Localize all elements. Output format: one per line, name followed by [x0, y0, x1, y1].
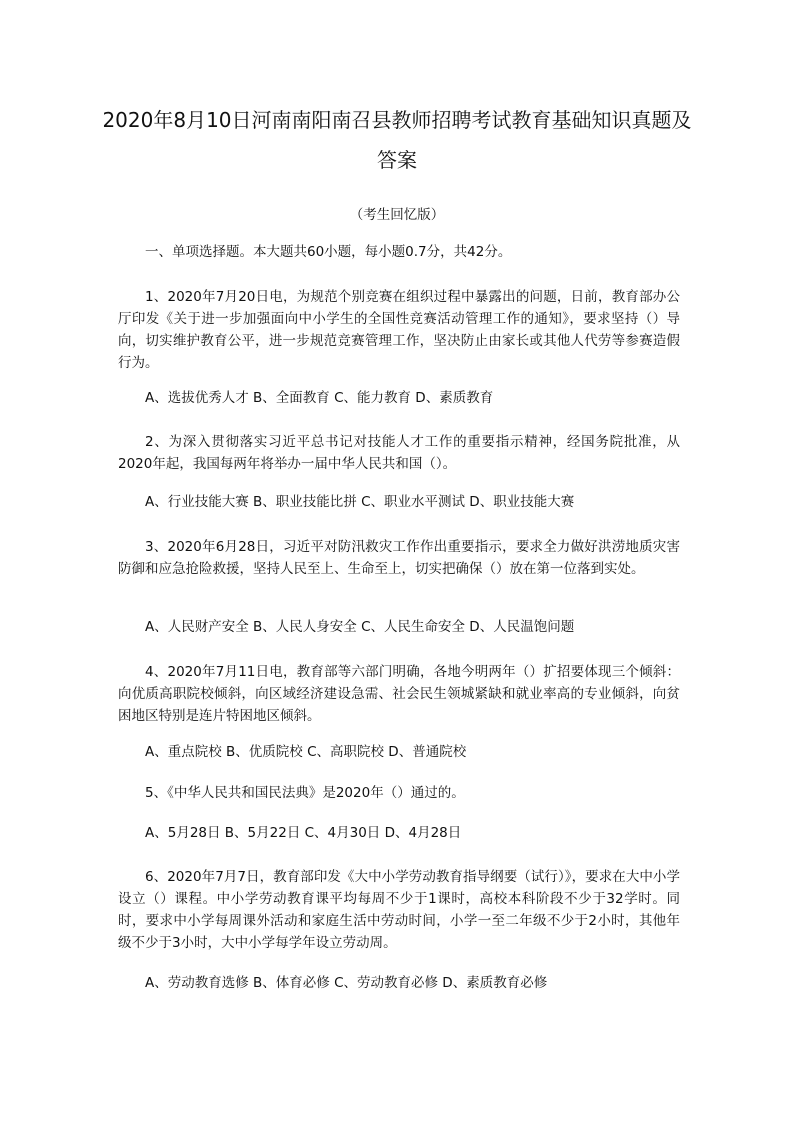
- section-heading: 一、单项选择题。本大题共60小题，每小题0.7分，共42分。: [145, 244, 512, 260]
- question-6: 6、2020年7月7日，教育部印发《大中小学劳动教育指导纲要（试行）》，要求在大中小学设立（）课程。中小学劳动教育课平均每周不少于1课时，高校本科阶段不少于32学时。同时，要求中小学每周课外活动和家庭生活中劳动时间，小学一至二年级不少于2小时，其他年级不少于3小时，大中小学每学年设立劳动周。: [118, 869, 680, 951]
- question-3-options: A、人民财产安全 B、人民人身安全 C、人民生命安全 D、人民温饱问题: [145, 619, 575, 635]
- document-title: 2020年8月10日河南南阳南召县教师招聘考试教育基础知识真题及答案: [102, 108, 692, 172]
- question-6-options: A、劳动教育选修 B、体育必修 C、劳动教育必修 D、素质教育必修: [145, 975, 548, 991]
- question-1: 1、2020年7月20日电，为规范个别竞赛在组织过程中暴露出的问题，日前，教育部办公厅印发《关于进一步加强面向中小学生的全国性竞赛活动管理工作的通知》，要求坚持（）导向，切实维护教育公平，进一步规范竞赛管理工作，坚决防止由家长或其他人代劳等参赛造假行为。: [118, 289, 680, 371]
- question-1-options: A、选拔优秀人才 B、全面教育 C、能力教育 D、素质教育: [145, 390, 494, 406]
- question-5: 5、《中华人民共和国民法典》是2020年（）通过的。: [145, 785, 465, 801]
- question-3: 3、2020年6月28日，习近平对防汛救灾工作作出重要指示，要求全力做好洪涝地质灾害防御和应急抢险救援，坚持人民至上、生命至上，切实把确保（）放在第一位落到实处。: [118, 539, 680, 577]
- document-subtitle: （考生回忆版）: [349, 207, 445, 223]
- question-2: 2、为深入贯彻落实习近平总书记对技能人才工作的重要指示精神，经国务院批准，从2020年起，我国每两年将举办一届中华人民共和国（）。: [118, 434, 680, 472]
- question-5-options: A、5月28日 B、5月22日 C、4月30日 D、4月28日: [145, 825, 462, 841]
- question-2-options: A、行业技能大赛 B、职业技能比拼 C、职业水平测试 D、职业技能大赛: [145, 494, 575, 510]
- question-4: 4、2020年7月11日电，教育部等六部门明确，各地今明两年（）扩招要体现三个倾斜：向优质高职院校倾斜，向区域经济建设急需、社会民生领城紧缺和就业率高的专业倾斜，向贫困地区特别是连片特困地区倾斜。: [118, 664, 680, 724]
- question-4-options: A、重点院校 B、优质院校 C、高职院校 D、普通院校: [145, 744, 467, 760]
